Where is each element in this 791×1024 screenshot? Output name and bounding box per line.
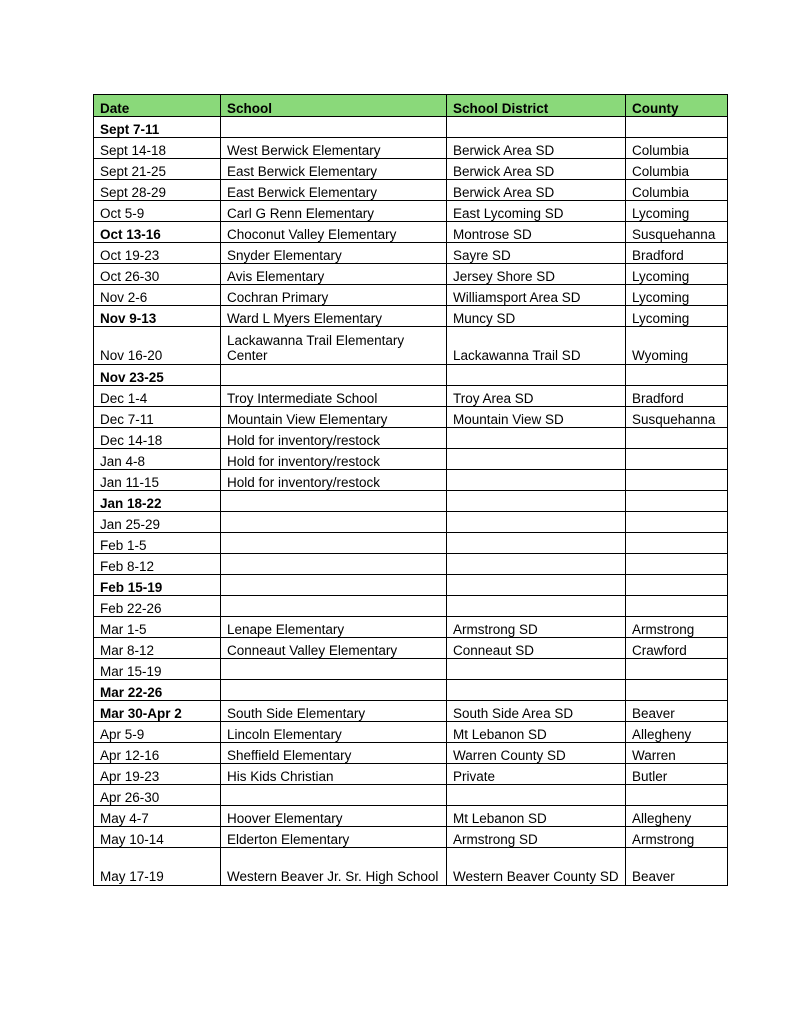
district-cell — [447, 554, 626, 575]
county-cell: Lycoming — [626, 264, 728, 285]
date-cell: Mar 30-Apr 2 — [94, 701, 221, 722]
date-cell: Sept 28-29 — [94, 180, 221, 201]
table-row — [94, 512, 728, 533]
district-cell — [447, 659, 626, 680]
district-cell: Williamsport Area SD — [447, 285, 626, 306]
date-cell: Oct 5-9 — [94, 201, 221, 222]
district-cell: Private — [447, 764, 626, 785]
date-cell: Feb 15-19 — [94, 575, 221, 596]
school-cell: His Kids Christian — [221, 764, 447, 785]
school-cell — [221, 365, 447, 386]
county-cell: Armstrong — [626, 617, 728, 638]
table-row — [94, 575, 728, 596]
school-cell — [221, 575, 447, 596]
school-cell: South Side Elementary — [221, 701, 447, 722]
school-cell — [221, 659, 447, 680]
school-cell: West Berwick Elementary — [221, 138, 447, 159]
table-row — [94, 722, 728, 743]
district-cell: Jersey Shore SD — [447, 264, 626, 285]
table-header — [94, 95, 728, 117]
date-cell: May 17-19 — [94, 848, 221, 886]
header-date: Date — [94, 95, 221, 117]
county-cell — [626, 554, 728, 575]
school-cell: Ward L Myers Elementary — [221, 306, 447, 327]
county-cell: Lycoming — [626, 306, 728, 327]
district-cell — [447, 785, 626, 806]
date-cell: May 10-14 — [94, 827, 221, 848]
table-row — [94, 827, 728, 848]
school-cell: Cochran Primary — [221, 285, 447, 306]
date-cell: Oct 13-16 — [94, 222, 221, 243]
district-cell: Armstrong SD — [447, 617, 626, 638]
school-cell: Avis Elementary — [221, 264, 447, 285]
county-cell: Bradford — [626, 243, 728, 264]
county-cell: Lycoming — [626, 285, 728, 306]
date-cell: Apr 5-9 — [94, 722, 221, 743]
school-cell: East Berwick Elementary — [221, 159, 447, 180]
school-cell: Hold for inventory/restock — [221, 428, 447, 449]
date-cell: Dec 1-4 — [94, 386, 221, 407]
county-cell: Beaver — [626, 848, 728, 886]
district-cell — [447, 533, 626, 554]
county-cell — [626, 680, 728, 701]
district-cell: Conneaut SD — [447, 638, 626, 659]
school-cell: Western Beaver Jr. Sr. High School — [221, 848, 447, 886]
header-school: School — [221, 95, 447, 117]
table-row — [94, 306, 728, 327]
county-cell: Susquehanna — [626, 407, 728, 428]
date-cell: Nov 9-13 — [94, 306, 221, 327]
district-cell: Mt Lebanon SD — [447, 806, 626, 827]
school-cell: Hoover Elementary — [221, 806, 447, 827]
district-cell — [447, 680, 626, 701]
school-cell: Carl G Renn Elementary — [221, 201, 447, 222]
county-cell: Crawford — [626, 638, 728, 659]
district-cell: Lackawanna Trail SD — [447, 327, 626, 365]
table-row — [94, 180, 728, 201]
date-cell: Feb 8-12 — [94, 554, 221, 575]
district-cell: Muncy SD — [447, 306, 626, 327]
district-cell: Mountain View SD — [447, 407, 626, 428]
school-cell: Troy Intermediate School — [221, 386, 447, 407]
school-cell — [221, 554, 447, 575]
date-cell: Oct 19-23 — [94, 243, 221, 264]
county-cell: Butler — [626, 764, 728, 785]
district-cell — [447, 428, 626, 449]
district-cell: Mt Lebanon SD — [447, 722, 626, 743]
county-cell: Columbia — [626, 159, 728, 180]
table-row — [94, 491, 728, 512]
date-cell: Nov 2-6 — [94, 285, 221, 306]
date-cell: Jan 4-8 — [94, 449, 221, 470]
table-row — [94, 554, 728, 575]
table-body — [94, 117, 728, 886]
county-cell: Susquehanna — [626, 222, 728, 243]
table-row — [94, 117, 728, 138]
district-cell: Western Beaver County SD — [447, 848, 626, 886]
district-cell: East Lycoming SD — [447, 201, 626, 222]
date-cell: Mar 15-19 — [94, 659, 221, 680]
county-cell: Bradford — [626, 386, 728, 407]
district-cell — [447, 470, 626, 491]
table-row — [94, 659, 728, 680]
date-cell: Sept 21-25 — [94, 159, 221, 180]
county-cell: Columbia — [626, 138, 728, 159]
county-cell — [626, 533, 728, 554]
table-row — [94, 428, 728, 449]
school-cell — [221, 680, 447, 701]
district-cell — [447, 491, 626, 512]
table-row — [94, 638, 728, 659]
county-cell: Lycoming — [626, 201, 728, 222]
school-cell — [221, 785, 447, 806]
county-cell — [626, 575, 728, 596]
school-cell: Sheffield Elementary — [221, 743, 447, 764]
date-cell: Mar 1-5 — [94, 617, 221, 638]
county-cell — [626, 470, 728, 491]
county-cell — [626, 659, 728, 680]
table-row — [94, 159, 728, 180]
county-cell — [626, 449, 728, 470]
district-cell: Armstrong SD — [447, 827, 626, 848]
date-cell: Apr 26-30 — [94, 785, 221, 806]
date-cell: Oct 26-30 — [94, 264, 221, 285]
table-row — [94, 243, 728, 264]
school-cell — [221, 117, 447, 138]
table-row — [94, 264, 728, 285]
school-cell: Mountain View Elementary — [221, 407, 447, 428]
county-cell: Armstrong — [626, 827, 728, 848]
date-cell: May 4-7 — [94, 806, 221, 827]
county-cell — [626, 365, 728, 386]
school-cell: Lincoln Elementary — [221, 722, 447, 743]
header-row — [94, 95, 728, 117]
school-cell: Lackawanna Trail Elementary Center — [221, 327, 447, 365]
table-row — [94, 470, 728, 491]
school-cell: Elderton Elementary — [221, 827, 447, 848]
table-row — [94, 806, 728, 827]
date-cell: Jan 25-29 — [94, 512, 221, 533]
school-cell: Snyder Elementary — [221, 243, 447, 264]
table-row — [94, 848, 728, 886]
header-county: County — [626, 95, 728, 117]
school-cell — [221, 491, 447, 512]
table-row — [94, 449, 728, 470]
date-cell: Nov 23-25 — [94, 365, 221, 386]
date-cell: Jan 18-22 — [94, 491, 221, 512]
district-cell — [447, 575, 626, 596]
date-cell: Nov 16-20 — [94, 327, 221, 365]
school-cell: Lenape Elementary — [221, 617, 447, 638]
district-cell — [447, 365, 626, 386]
header-school-district: School District — [447, 95, 626, 117]
table-row — [94, 285, 728, 306]
date-cell: Feb 1-5 — [94, 533, 221, 554]
county-cell — [626, 428, 728, 449]
county-cell: Beaver — [626, 701, 728, 722]
county-cell: Allegheny — [626, 806, 728, 827]
district-cell: Sayre SD — [447, 243, 626, 264]
table-row — [94, 327, 728, 365]
school-cell: Hold for inventory/restock — [221, 470, 447, 491]
district-cell: Berwick Area SD — [447, 180, 626, 201]
district-cell: Montrose SD — [447, 222, 626, 243]
table-row — [94, 138, 728, 159]
county-cell — [626, 512, 728, 533]
school-cell: Choconut Valley Elementary — [221, 222, 447, 243]
table-row — [94, 764, 728, 785]
district-cell — [447, 596, 626, 617]
district-cell — [447, 512, 626, 533]
table-row — [94, 365, 728, 386]
date-cell: Feb 22-26 — [94, 596, 221, 617]
district-cell: Warren County SD — [447, 743, 626, 764]
table-row — [94, 680, 728, 701]
district-cell: Berwick Area SD — [447, 159, 626, 180]
district-cell: Berwick Area SD — [447, 138, 626, 159]
school-cell — [221, 533, 447, 554]
date-cell: Mar 8-12 — [94, 638, 221, 659]
school-cell — [221, 512, 447, 533]
table-row — [94, 596, 728, 617]
county-cell: Warren — [626, 743, 728, 764]
district-cell: South Side Area SD — [447, 701, 626, 722]
table-row — [94, 201, 728, 222]
date-cell: Dec 14-18 — [94, 428, 221, 449]
table-row — [94, 785, 728, 806]
county-cell: Columbia — [626, 180, 728, 201]
school-cell: Hold for inventory/restock — [221, 449, 447, 470]
school-cell — [221, 596, 447, 617]
table-row — [94, 743, 728, 764]
date-cell: Sept 14-18 — [94, 138, 221, 159]
date-cell: Dec 7-11 — [94, 407, 221, 428]
table-row — [94, 533, 728, 554]
schedule-table — [93, 94, 728, 886]
table-row — [94, 222, 728, 243]
school-cell: East Berwick Elementary — [221, 180, 447, 201]
date-cell: Mar 22-26 — [94, 680, 221, 701]
school-cell: Conneaut Valley Elementary — [221, 638, 447, 659]
county-cell: Wyoming — [626, 327, 728, 365]
county-cell: Allegheny — [626, 722, 728, 743]
county-cell — [626, 117, 728, 138]
date-cell: Jan 11-15 — [94, 470, 221, 491]
table-row — [94, 386, 728, 407]
county-cell — [626, 491, 728, 512]
table-row — [94, 407, 728, 428]
district-cell: Troy Area SD — [447, 386, 626, 407]
date-cell: Apr 12-16 — [94, 743, 221, 764]
table-row — [94, 617, 728, 638]
date-cell: Apr 19-23 — [94, 764, 221, 785]
district-cell — [447, 117, 626, 138]
district-cell — [447, 449, 626, 470]
table-row — [94, 701, 728, 722]
date-cell: Sept 7-11 — [94, 117, 221, 138]
county-cell — [626, 596, 728, 617]
county-cell — [626, 785, 728, 806]
